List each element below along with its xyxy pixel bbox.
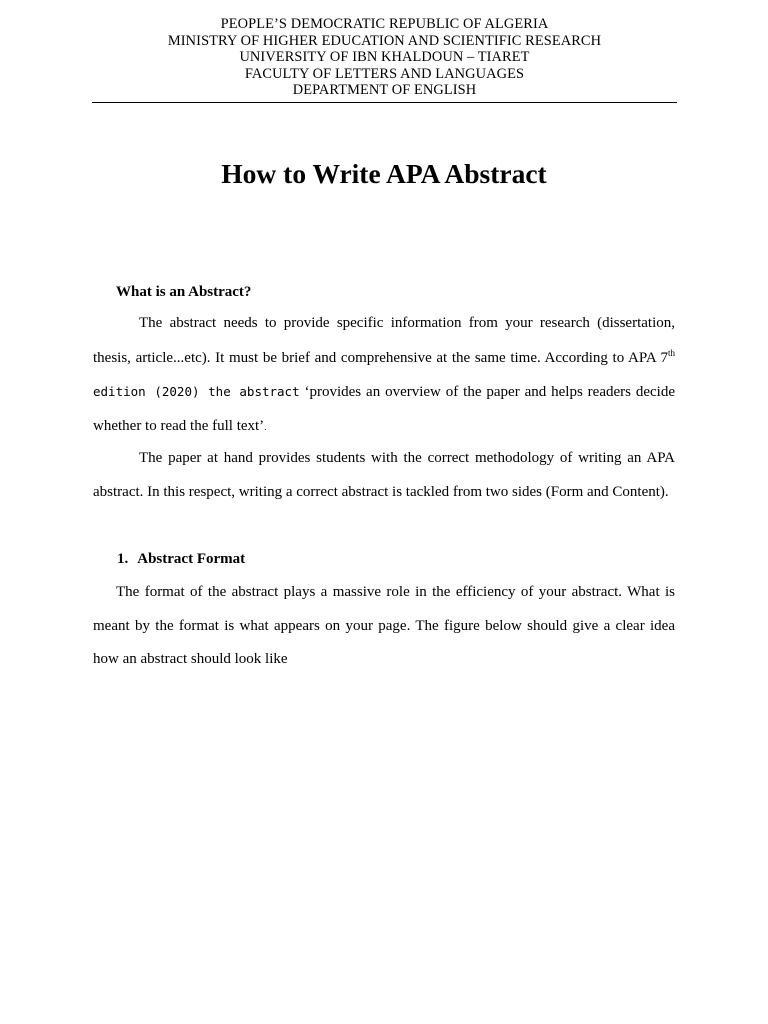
header-line-ministry: MINISTRY OF HIGHER EDUCATION AND SCIENTIFIC RESEARCH [167, 32, 602, 49]
document-title: How to Write APA Abstract [221, 158, 547, 189]
paragraph-format-description: The format of the abstract plays a massive role in the efficiency of your abstract. What is meant by the format is what appears on your page. The figure below should give a clear idea how an abstract should look like [93, 584, 675, 667]
apa-quote: ‘provides an overview of the paper and helps readers decide whether to read the full text’ [93, 384, 675, 434]
paragraph-paper-purpose: The paper at hand provides students with the correct methodology of writing an APA abstract. In this respect, writing a correct abstract is tackled from two sides (Form and Content). [93, 450, 675, 500]
paragraph-abstract-definition-lead: The abstract needs to provide specific information from your research (dissertation, thesis, article...etc). It must be brief and comprehensive at the same time. According to APA 7 [93, 315, 675, 366]
heading-abstract-format-number: 1. [117, 551, 129, 567]
heading-what-is-abstract: What is an Abstract? [116, 284, 252, 300]
header-line-faculty: FACULTY OF LETTERS AND LANGUAGES [244, 65, 525, 82]
header-line-country: PEOPLE’S DEMOCRATIC REPUBLIC OF ALGERIA [220, 16, 549, 32]
heading-abstract-format [117, 549, 245, 569]
institution-header [92, 16, 677, 99]
paragraph-end-period: . [264, 421, 267, 432]
header-line-university: UNIVERSITY OF IBN KHALDOUN – TIARET [239, 49, 530, 66]
heading-abstract-format-label: Abstract Format [137, 551, 246, 567]
header-divider [92, 102, 677, 103]
header-line-department: DEPARTMENT OF ENGLISH [292, 82, 477, 99]
paragraph-abstract-definition [93, 307, 675, 444]
ordinal-superscript: th [667, 347, 675, 358]
apa-edition-text: edition (2020) the abstract [93, 384, 300, 399]
